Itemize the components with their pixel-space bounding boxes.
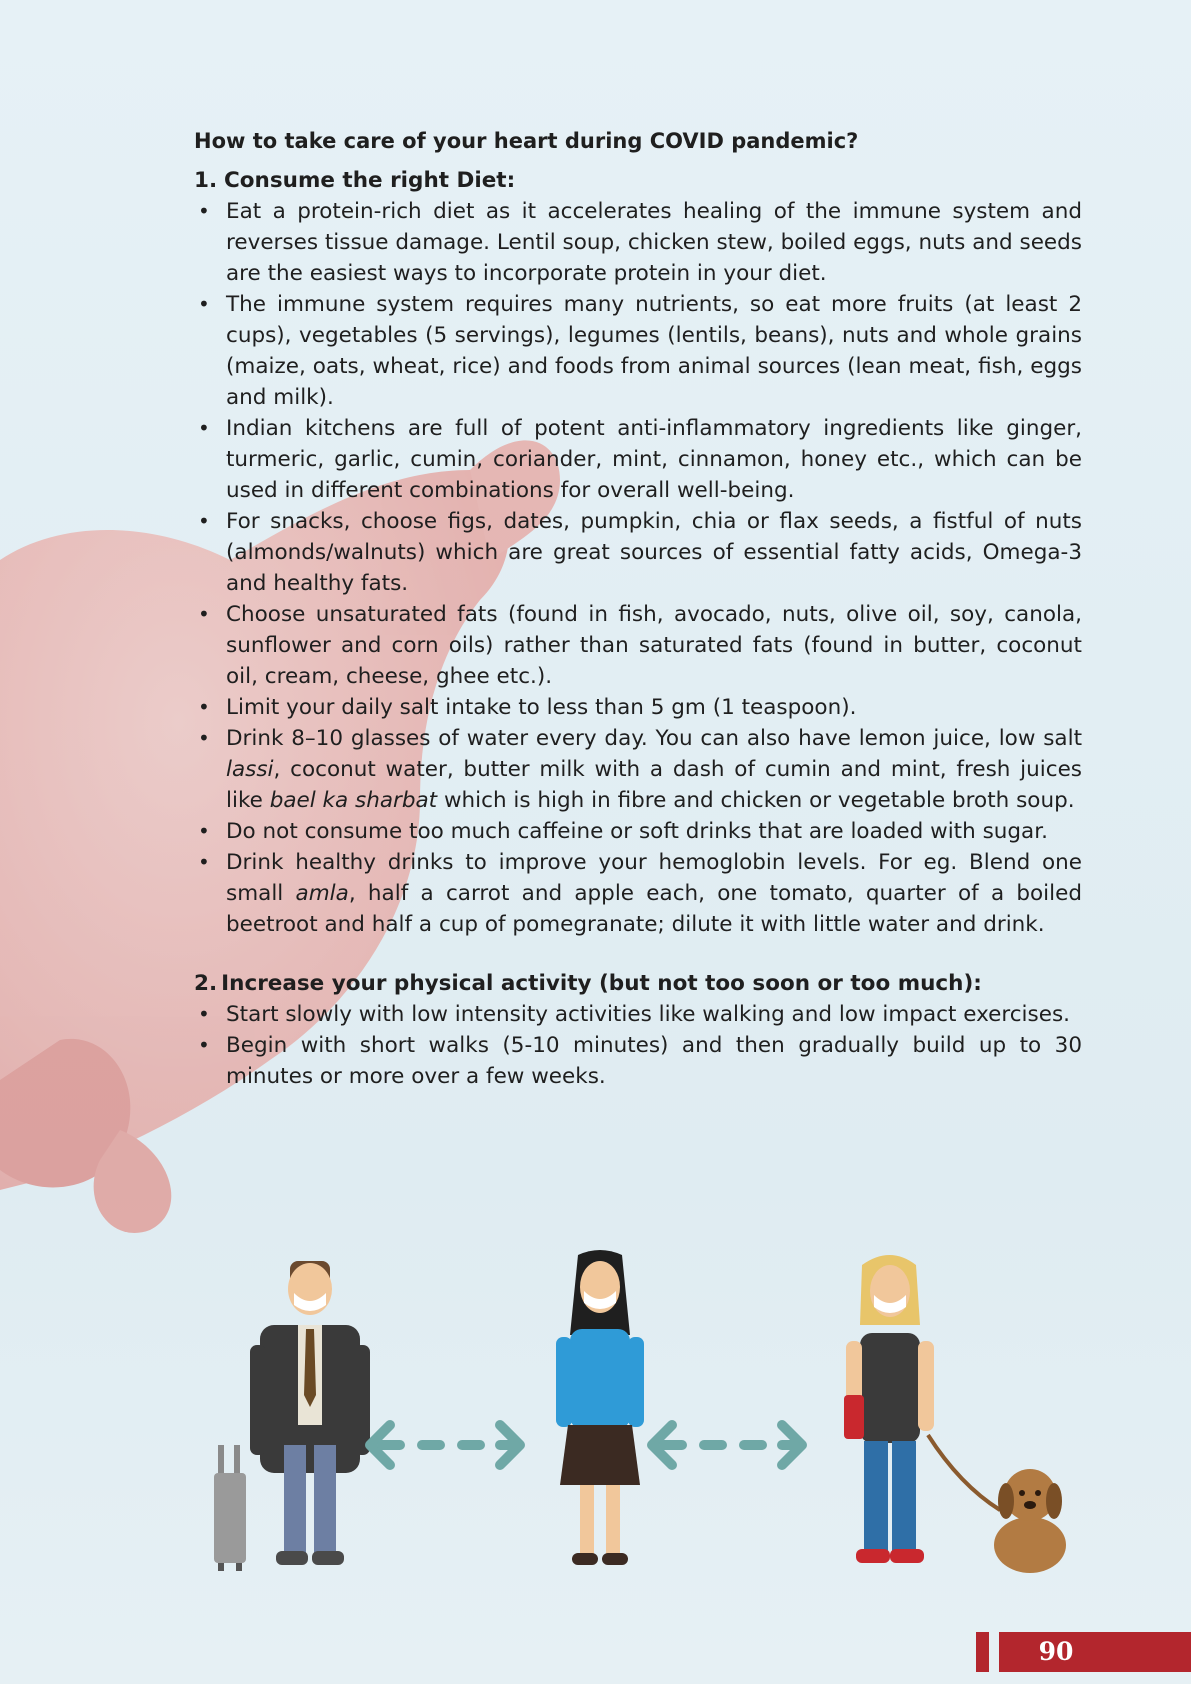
section-1-number: 1. — [194, 168, 218, 193]
bullet-item — [194, 692, 1082, 723]
bullet-marker: • — [198, 850, 210, 874]
bullet-text: The immune system requires many nutrients, so eat more fruits (at least 2 cups), vegetables (5 servings), legumes (lentils, beans), nuts and whole grains (maize, oats, wheat, rice) and foods from animal sources (lean meat, fish, eggs and milk). — [226, 292, 1082, 410]
bullet-marker: • — [198, 1002, 210, 1026]
suitcase-icon — [214, 1445, 246, 1571]
bullet-text: Choose unsaturated fats (found in fish, avocado, nuts, olive oil, soy, canola, sunflower and corn oils) rather than saturated fats (found in butter, coconut oil, cream, cheese, ghee etc.). — [226, 602, 1082, 689]
bullet-text: Do not consume too much caffeine or soft drinks that are loaded with sugar. — [226, 819, 1048, 844]
italic-term: bael ka sharbat — [269, 788, 438, 813]
bullet-item — [194, 1030, 1082, 1092]
activity-bullet-list — [194, 999, 1082, 1092]
main-content — [194, 126, 1082, 1092]
section-2-title: Increase your physical activity (but not too soon or too much): — [221, 971, 982, 996]
italic-term: lassi — [226, 757, 274, 782]
bullet-text: Drink healthy drinks to improve your hemoglobin levels. For eg. Blend one small — [226, 850, 1082, 906]
bullet-marker: • — [198, 199, 210, 223]
bullet-text: which is high in fibre and chicken or vegetable broth soup. — [437, 788, 1075, 813]
bullet-marker: • — [198, 726, 210, 750]
bullet-item — [194, 999, 1082, 1030]
bullet-text: , coconut water, butter milk with a dash of cumin and mint, fresh juices like — [226, 757, 1082, 813]
bullet-text: For snacks, choose figs, dates, pumpkin, chia or flax seeds, a fistful of nuts (almonds/walnuts) which are great sources of essential fatty acids, Omega-3 and healthy fats. — [226, 509, 1082, 596]
bullet-item — [194, 847, 1082, 940]
bullet-marker: • — [198, 509, 210, 533]
bullet-text: Indian kitchens are full of potent anti-inflammatory ingredients like ginger, turmeric, garlic, cumin, coriander, mint, cinnamon, honey etc., which can be used in different combinations for overall well-being. — [226, 416, 1082, 503]
bullet-marker: • — [198, 819, 210, 843]
bullet-text: , half a carrot and apple each, one tomato, quarter of a boiled beetroot and half a cup of pomegranate; dilute it with little water and drink. — [226, 881, 1083, 937]
bullet-item — [194, 723, 1082, 816]
bullet-item — [194, 413, 1082, 506]
bullet-text: Limit your daily salt intake to less than 5 gm (1 teaspoon). — [226, 695, 857, 720]
social-distancing-illustration — [200, 1245, 1100, 1590]
bullet-item — [194, 506, 1082, 599]
bullet-text: Drink 8–10 glasses of water every day. You can also have lemon juice, low salt — [226, 726, 1082, 751]
page-heading: How to take care of your heart during COVID pandemic? — [194, 129, 859, 153]
distance-arrow-icon — [370, 1425, 520, 1465]
bullet-item — [194, 599, 1082, 692]
bullet-text: Begin with short walks (5-10 minutes) and then gradually build up to 30 minutes or more over a few weeks. — [226, 1033, 1082, 1089]
page-number-bar — [976, 1632, 1191, 1672]
italic-term: amla — [295, 881, 349, 906]
bullet-marker: • — [198, 292, 210, 316]
section-1-title: Consume the right Diet: — [224, 168, 516, 193]
section-2-number: 2. — [194, 971, 218, 996]
diet-bullet-list — [194, 196, 1082, 940]
woman-figure-icon — [556, 1250, 644, 1565]
section-1-heading — [194, 165, 1082, 196]
bullet-text: Start slowly with low intensity activities like walking and low impact exercises. — [226, 1002, 1070, 1027]
page-number: 90 — [1038, 1637, 1074, 1666]
bullet-marker: • — [198, 695, 210, 719]
section-2-heading — [194, 968, 1082, 999]
bullet-marker: • — [198, 416, 210, 440]
man-figure-icon — [250, 1261, 370, 1565]
bullet-item — [194, 816, 1082, 847]
page-number-bar-divider — [989, 1632, 999, 1672]
woman-with-dog-figure-icon — [844, 1255, 1066, 1573]
bullet-item — [194, 196, 1082, 289]
distance-arrow-icon — [652, 1425, 802, 1465]
bullet-marker: • — [198, 602, 210, 626]
bullet-item — [194, 289, 1082, 413]
bullet-marker: • — [198, 1033, 210, 1057]
bullet-text: Eat a protein-rich diet as it accelerates healing of the immune system and reverses tissue damage. Lentil soup, chicken stew, boiled eggs, nuts and seeds are the easiest ways to incorporate protein in your diet. — [226, 199, 1082, 286]
